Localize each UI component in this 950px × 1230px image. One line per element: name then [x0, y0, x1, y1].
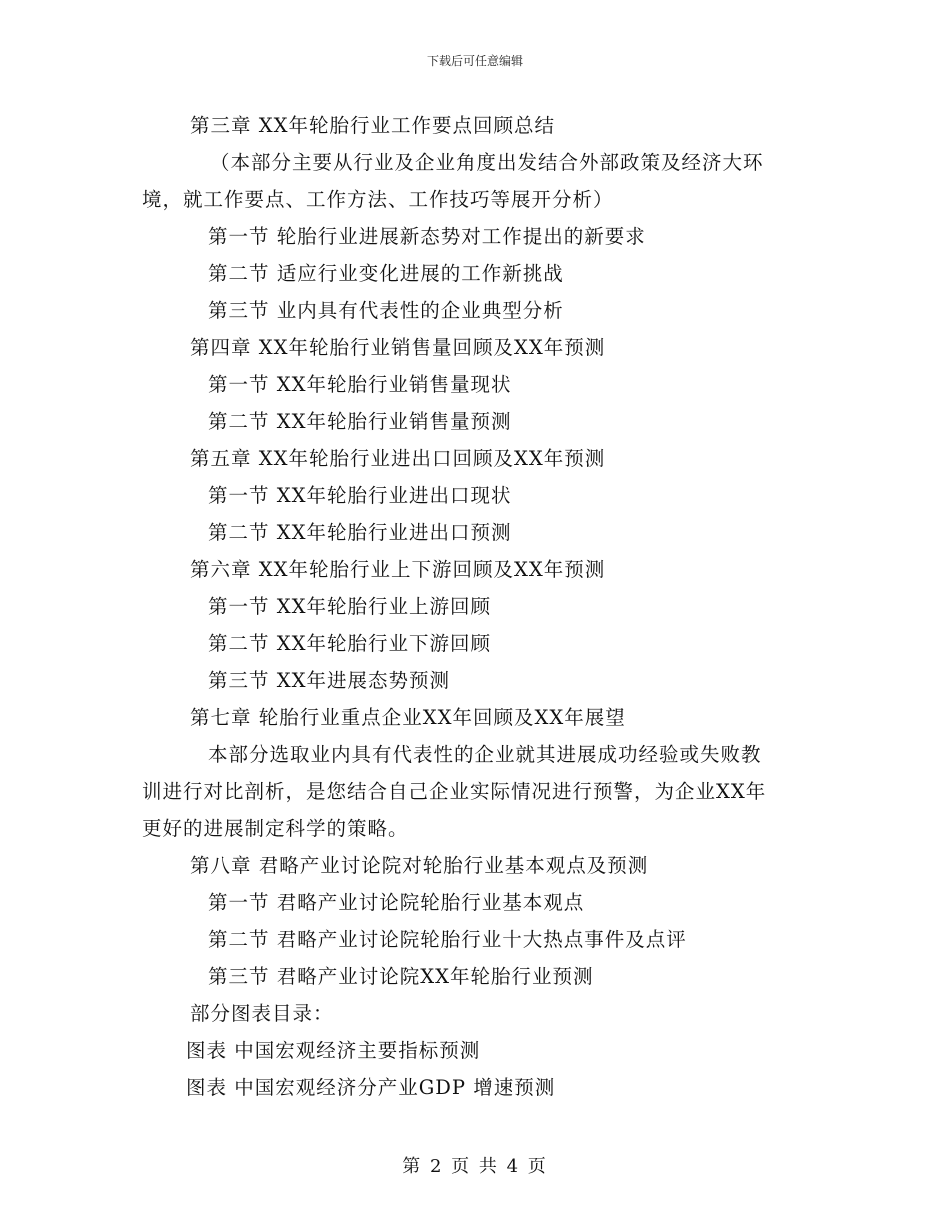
chapter-4-heading: 第四章 XX年轮胎行业销售量回顾及XX年预测 — [190, 336, 606, 359]
page-number: 第 2 页 共 4 页 — [402, 1156, 548, 1177]
section-heading: 第二节 XX年轮胎行业下游回顾 — [208, 632, 491, 655]
section-heading: 第三节 君略产业讨论院XX年轮胎行业预测 — [208, 965, 594, 988]
paragraph-line: 训进行对比剖析，是您结合自己企业实际情况进行预警，为企业XX年 — [142, 780, 767, 803]
section-heading: 第三节 XX年进展态势预测 — [208, 669, 450, 692]
figure-list-item: 图表 中国宏观经济分产业GDP 增速预测 — [186, 1076, 556, 1099]
section-heading: 第二节 XX年轮胎行业销售量预测 — [208, 410, 512, 433]
section-heading: 第三节 业内具有代表性的企业典型分析 — [208, 299, 564, 322]
section-heading: 第一节 XX年轮胎行业上游回顾 — [208, 595, 491, 618]
paragraph-line: （本部分主要从行业及企业角度出发结合外部政策及经济大环 — [210, 151, 764, 174]
section-heading: 第一节 轮胎行业进展新态势对工作提出的新要求 — [208, 225, 646, 248]
chapter-5-heading: 第五章 XX年轮胎行业进出口回顾及XX年预测 — [190, 447, 606, 470]
section-heading: 第一节 君略产业讨论院轮胎行业基本观点 — [208, 891, 585, 914]
page-header-note: 下载后可任意编辑 — [426, 54, 523, 68]
section-heading: 第二节 XX年轮胎行业进出口预测 — [208, 521, 512, 544]
figure-list-item: 图表 中国宏观经济主要指标预测 — [186, 1039, 481, 1062]
section-heading: 第二节 适应行业变化进展的工作新挑战 — [208, 262, 564, 285]
chapter-8-heading: 第八章 君略产业讨论院对轮胎行业基本观点及预测 — [190, 854, 649, 877]
chapter-6-heading: 第六章 XX年轮胎行业上下游回顾及XX年预测 — [190, 558, 606, 581]
section-heading: 第二节 君略产业讨论院轮胎行业十大热点事件及点评 — [208, 928, 687, 951]
paragraph-line: 本部分选取业内具有代表性的企业就其进展成功经验或失败教 — [208, 743, 762, 766]
chapter-7-heading: 第七章 轮胎行业重点企业XX年回顾及XX年展望 — [190, 706, 626, 729]
figure-list-heading: 部分图表目录： — [190, 1002, 334, 1025]
section-heading: 第一节 XX年轮胎行业销售量现状 — [208, 373, 512, 396]
chapter-3-heading: 第三章 XX年轮胎行业工作要点回顾总结 — [190, 114, 555, 137]
paragraph-line: 境，就工作要点、工作方法、工作技巧等展开分析） — [142, 188, 614, 211]
section-heading: 第一节 XX年轮胎行业进出口现状 — [208, 484, 512, 507]
paragraph-line: 更好的进展制定科学的策略。 — [142, 817, 409, 840]
